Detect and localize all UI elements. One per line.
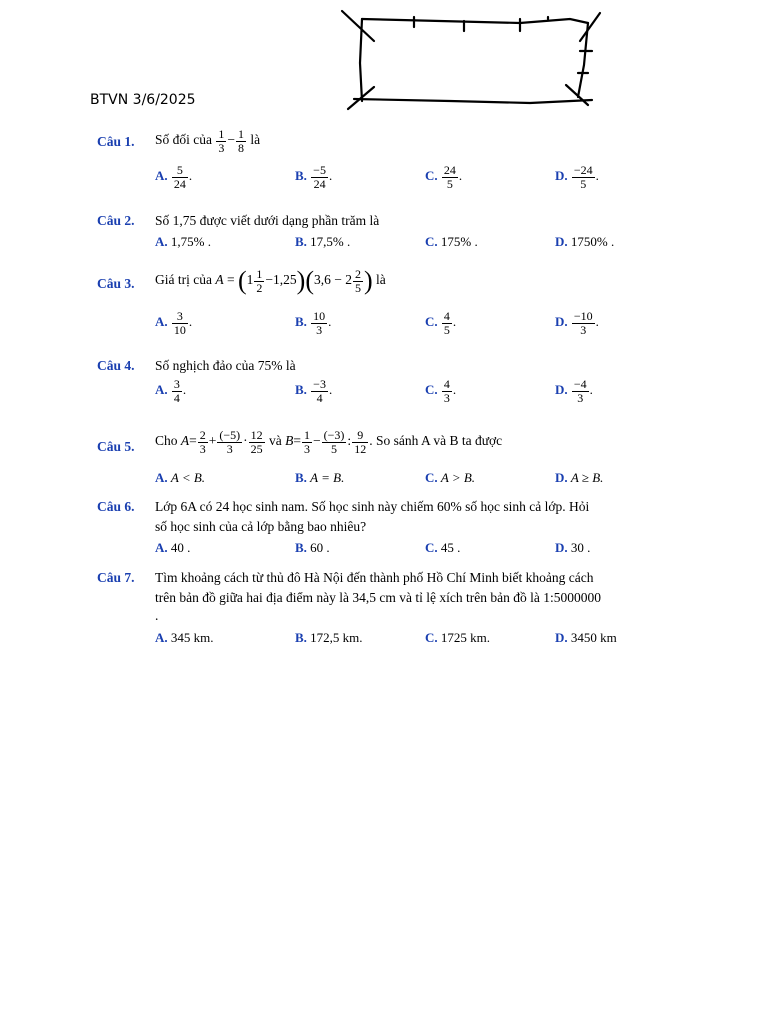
option-d[interactable]: D. $\frac{-4}{3}$ . (555, 377, 593, 405)
option-a[interactable]: A. $\frac{5}{24}$ . (155, 163, 193, 191)
option-b[interactable]: B. $\frac{-3}{4}$ . (295, 377, 333, 405)
question-label: Câu 1. (97, 134, 135, 149)
question-text: Số đối của $\frac{1}{3}$ − $\frac{1}{8}$ là (155, 127, 261, 155)
option-d[interactable]: D. $\frac{-10}{3}$ . (555, 309, 599, 337)
option-c[interactable]: C. $\frac{4}{3}$ . (425, 377, 457, 405)
question-label: Câu 7. (97, 570, 135, 585)
option-b[interactable]: B. A = B. (295, 470, 345, 485)
option-c[interactable]: C. A > B. (425, 470, 476, 485)
option-c[interactable]: C. $\frac{24}{5}$ . (425, 163, 463, 191)
fraction: $\frac{1}{3}$ (218, 127, 225, 155)
option-b[interactable]: B. 17,5% . (295, 234, 351, 249)
question-label: Câu 6. (97, 499, 135, 514)
question-text: Số 1,75 được viết dưới dạng phần trăm là (155, 213, 380, 228)
option-a[interactable]: A. $\frac{3}{10}$ . (155, 309, 193, 337)
option-b[interactable]: B. 60 . (295, 540, 330, 555)
question-label: Câu 5. (97, 439, 135, 454)
option-c[interactable]: C. 1725 km. (425, 630, 491, 645)
option-c[interactable]: C. 45 . (425, 540, 461, 555)
question-text: Cho A= $\frac{2}{3}$ + $\frac{(-5)}{3}$ · $\frac{12}{25}$ và B= $\frac{1}{3}$ − $\frac{(-3)}{5}$ : $\frac{9}{12}$ . So sánh A và B ta được (155, 428, 503, 456)
question-text: Số nghịch đảo của 75% là (155, 358, 296, 373)
option-c[interactable]: C. 175% . (425, 234, 478, 249)
question-label: Câu 3. (97, 276, 135, 291)
option-b[interactable]: B. $\frac{-5}{24}$ . (295, 163, 333, 191)
option-a[interactable]: A. 1,75% . (155, 234, 211, 249)
option-a[interactable]: A. 40 . (155, 540, 191, 555)
option-b[interactable]: B. 172,5 km. (295, 630, 363, 645)
document-title: BTVN 3/6/2025 (90, 92, 196, 108)
option-b[interactable]: B. $\frac{10}{3}$ . (295, 309, 332, 337)
question-text-line-1: Lớp 6A có 24 học sinh nam. Số học sinh này chiếm 60% số học sinh cả lớp. Hỏi (155, 499, 590, 514)
option-a[interactable]: A. A < B. (155, 470, 206, 485)
question-text: Giá trị của A = (1 $\frac{1}{2}$ −1,25)(3,6 − 2 $\frac{2}{5}$ ) là (155, 266, 386, 295)
option-d[interactable]: D. 1750% . (555, 234, 615, 249)
question-text-line-3: . (155, 608, 159, 623)
question-label: Câu 4. (97, 358, 135, 373)
option-d[interactable]: D. 3450 km (555, 630, 617, 645)
option-d[interactable]: D. $\frac{-24}{5}$ . (555, 163, 599, 191)
option-a[interactable]: A. $\frac{3}{4}$ . (155, 377, 187, 405)
option-d[interactable]: D. 30 . (555, 540, 591, 555)
fraction: $\frac{1}{8}$ (238, 127, 244, 155)
question-label: Câu 2. (97, 213, 135, 228)
option-d[interactable]: D. A ≥ B. (555, 470, 604, 485)
question-text-line-1: Tìm khoảng cách từ thủ đô Hà Nội đến thành phố Hồ Chí Minh biết khoảng cách (155, 570, 594, 585)
question-text-line-2: số học sinh của cả lớp bằng bao nhiêu? (155, 519, 367, 534)
question-text-line-2: trên bản đồ giữa hai địa điểm này là 34,5 cm và tỉ lệ xích trên bản đồ là 1:5000000 (155, 590, 601, 605)
option-c[interactable]: C. $\frac{4}{5}$ . (425, 309, 457, 337)
hand-drawn-rectangle-sketch (330, 5, 620, 115)
option-a[interactable]: A. 345 km. (155, 630, 214, 645)
